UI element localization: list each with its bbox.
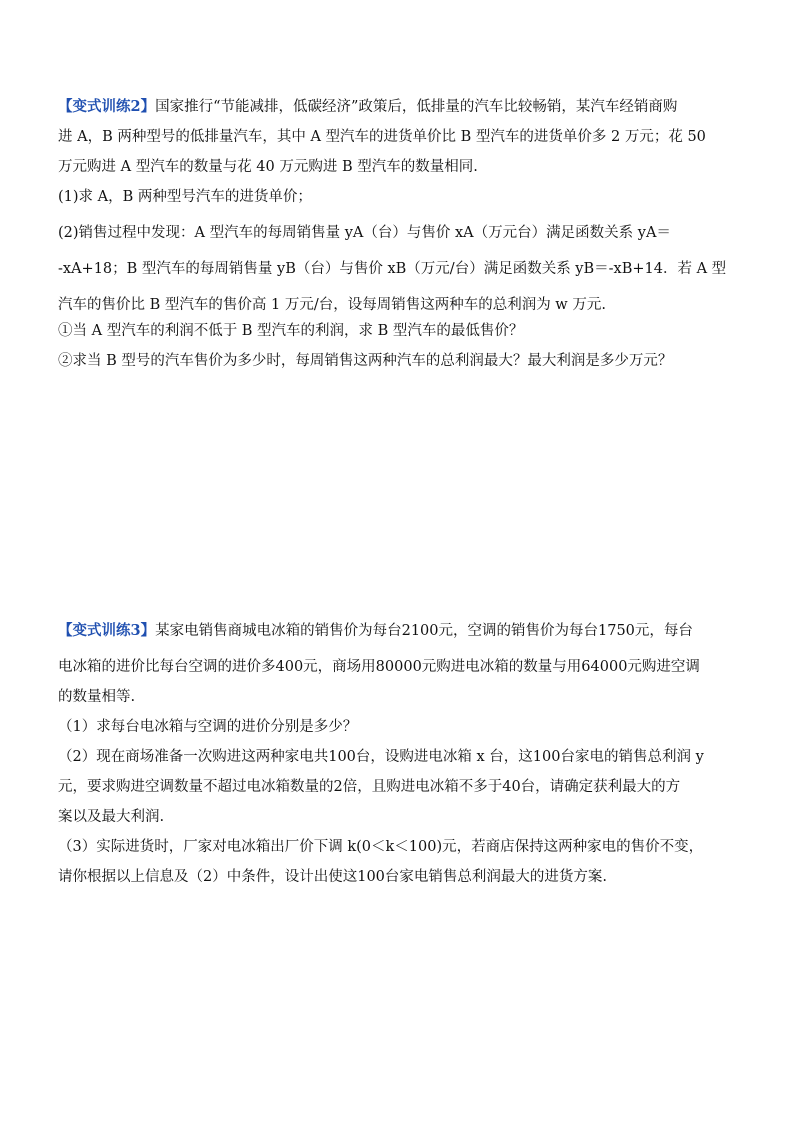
question-1: （1）求每台电冰箱与空调的进价分别是多少？: [58, 719, 358, 735]
problem-line: 电冰箱的进价比每台空调的进价多400元，商场用80000元购进电冰箱的数量与用64000元购进空调: [58, 659, 700, 675]
sub-question-1: ①当 A 型汽车的利润不低于 B 型汽车的利润，求 B 型汽车的最低售价？: [58, 323, 524, 339]
question-2: (2)销售过程中发现：A 型汽车的每周销售量 yA（台）与售价 xA（万元台）满足函数关系 yA＝: [58, 225, 671, 241]
problem-line: -xA+18；B 型汽车的每周销售量 yB（台）与售价 xB（万元/台）满足函数关系 yB＝-xB+14．若 A 型: [58, 261, 727, 277]
problem-variant-2: [58, 94, 748, 374]
problem-line: 【变式训练2】国家推行“节能减排，低碳经济”政策后，低排量的汽车比较畅销，某汽车经销商购: [58, 98, 678, 115]
problem-line: 汽车的售价比 B 型汽车的售价高 1 万元/台，设每周销售这两种车的总利润为 w 万元.: [58, 297, 606, 313]
question-1: (1)求 A，B 两种型号汽车的进货单价；: [58, 189, 312, 205]
problem-line: 万元购进 A 型汽车的数量与花 40 万元购进 B 型汽车的数量相同.: [58, 159, 478, 175]
problem-line: 进 A，B 两种型号的低排量汽车，其中 A 型汽车的进货单价比 B 型汽车的进货单价多 2 万元；花 50: [58, 129, 706, 145]
problem-tag: 【变式训练2】: [58, 98, 156, 115]
problem-line: 请你根据以上信息及（2）中条件，设计出使这100台家电销售总利润最大的进货方案.: [58, 869, 608, 885]
problem-tag: 【变式训练3】: [58, 622, 156, 639]
problem-line: 【变式训练3】某家电销售商城电冰箱的销售价为每台2100元，空调的销售价为每台1750元，每台: [58, 622, 693, 639]
problem-line: 元，要求购进空调数量不超过电冰箱数量的2倍，且购进电冰箱不多于40台，请确定获利最大的方: [58, 779, 681, 795]
problem-line: 案以及最大利润.: [58, 809, 165, 825]
sub-question-2: ②求当 B 型号的汽车售价为多少时，每周销售这两种汽车的总利润最大？最大利润是多少万元？: [58, 353, 673, 369]
question-2: （2）现在商场准备一次购进这两种家电共100台，设购进电冰箱 x 台，这100台家电的销售总利润 y: [58, 749, 704, 765]
problem-variant-3: [58, 618, 748, 890]
question-3: （3）实际进货时，厂家对电冰箱出厂价下调 k(0＜k＜100)元，若商店保持这两种家电的售价不变，: [58, 839, 704, 855]
problem-line: 的数量相等.: [58, 689, 136, 705]
